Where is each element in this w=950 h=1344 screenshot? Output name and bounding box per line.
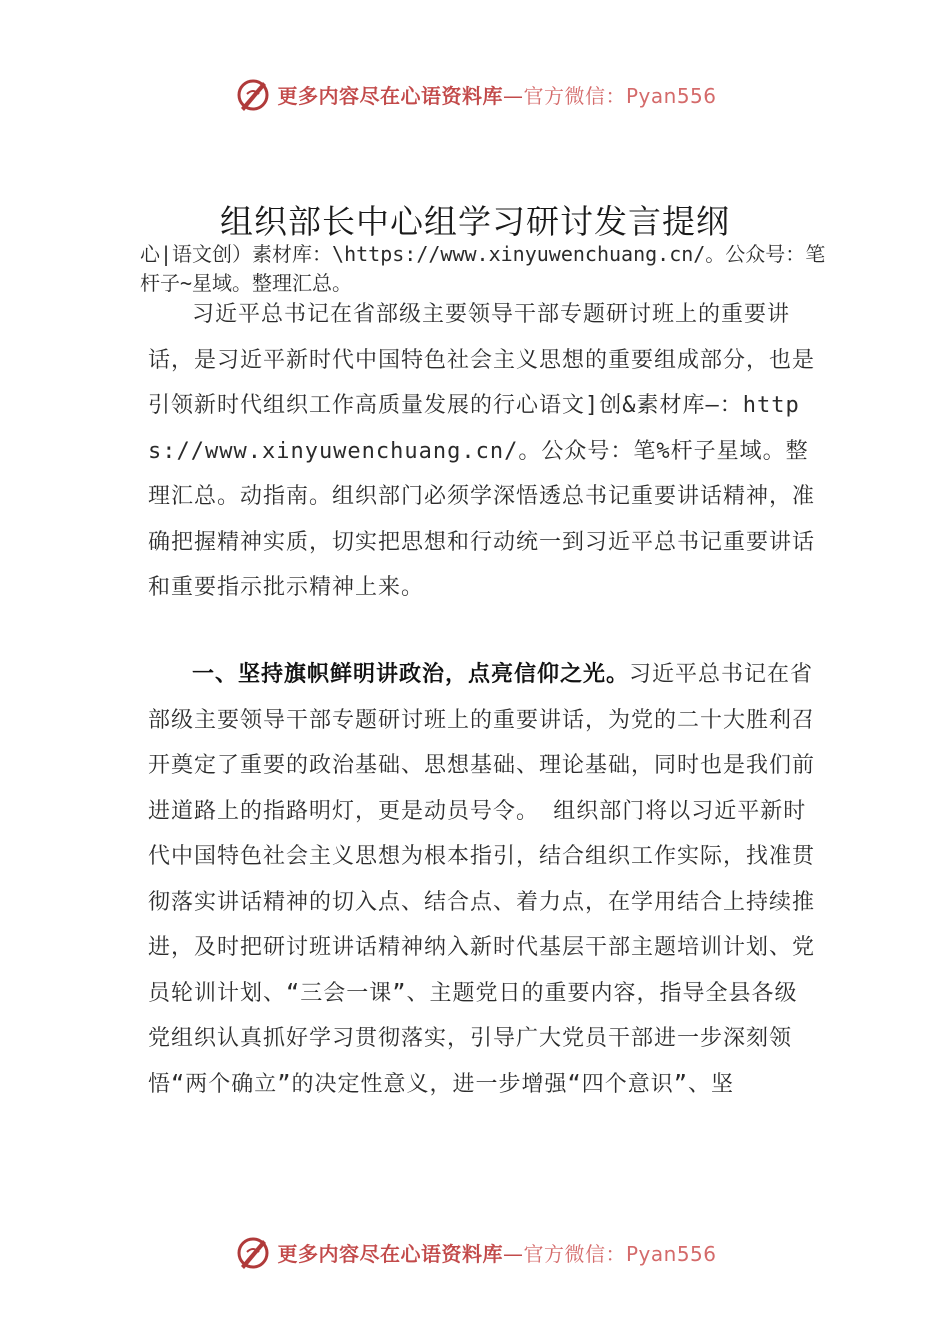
footer-banner-slogan: 更多内容尽在心语资料库	[277, 1241, 503, 1266]
document-title: 组织部长中心组学习研讨发言提纲	[220, 202, 730, 241]
section-1-body: 习近平总书记在省部级主要领导干部专题研讨班上的重要讲话，为党的二十大胜利召开奠定了重要的政治基础、思想基础、理论基础，同时也是我们前进道路上的指路明灯，更是动员号令。 组织部门将以习近平新时代中国特色社会主义思想为根本指引，结合组织工作实际，找准贯彻落实讲话精神的切入点、结合点、着力点，在学用结合上持续推进，及时把研讨班讲话精神纳入新时代基层干部主题培训计划、党员轮训计划、“三会一课”、主题党日的重要内容，指导全县各级党组织认真抓好学习贯彻落实，引导广大党员干部进一步深刻领悟“两个确立”的决定性意义，进一步增强“四个意识”、坚	[148, 662, 816, 1097]
pen-circle-logo-icon	[233, 74, 273, 114]
footer-banner-dash: —	[502, 1241, 524, 1266]
header-wechat-id: Pyan556	[625, 83, 717, 108]
header-wechat-label: 官方微信：	[523, 83, 626, 108]
pen-circle-logo-icon	[233, 1232, 273, 1272]
source-note: 心|语文创）素材库：\https://www.xinyuwenchuang.cn/。公众号：笔杆子~星域。整理汇总。	[140, 242, 826, 295]
header-banner-dash: —	[502, 83, 524, 108]
header-banner-text	[277, 80, 716, 109]
footer-wechat-id: Pyan556	[625, 1241, 717, 1266]
section-1-paragraph	[148, 652, 818, 1107]
footer-wechat-label: 官方微信：	[523, 1241, 626, 1266]
intro-paragraph: 习近平总书记在省部级主要领导干部专题研讨班上的重要讲话，是习近平新时代中国特色社会主义思想的重要组成部分，也是引领新时代组织工作高质量发展的行心语文]创&素材库—：https://www.xinyuwenchuang.cn/。公众号：笔%杆子星域。整理汇总。动指南。组织部门必须学深悟透总书记重要讲话精神，准确把握精神实质，切实把思想和行动统一到习近平总书记重要讲话和重要指示批示精神上来。	[148, 302, 816, 600]
section-1-heading: 一、坚持旗帜鲜明讲政治，点亮信仰之光。	[192, 662, 630, 687]
header-banner-slogan: 更多内容尽在心语资料库	[277, 83, 503, 108]
footer-banner	[0, 1230, 950, 1274]
footer-banner-text	[277, 1238, 716, 1267]
header-banner	[0, 72, 950, 116]
